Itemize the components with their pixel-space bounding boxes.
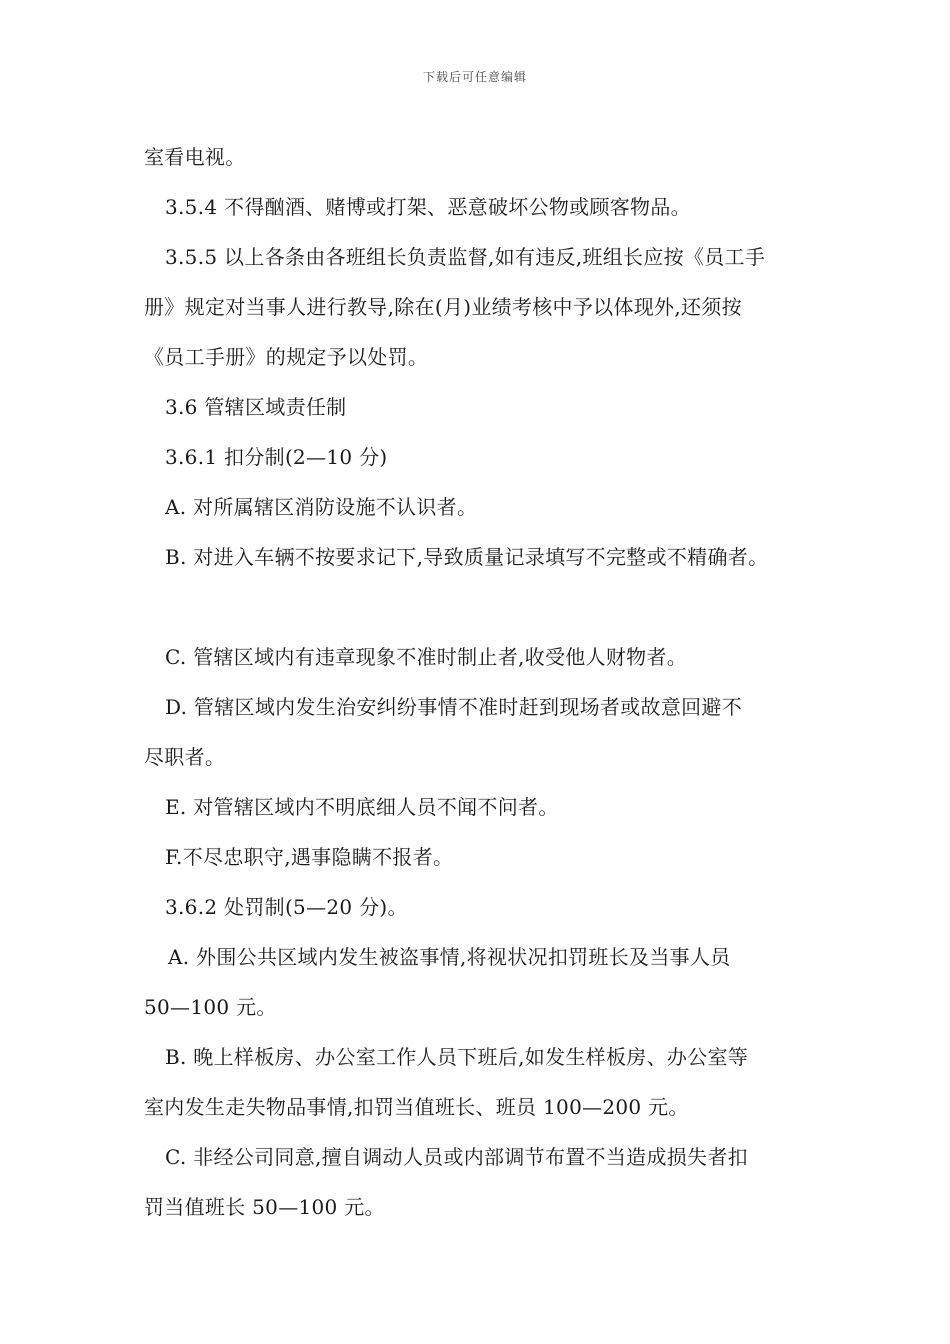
text-line: 《员工手册》的规定予以处罚。 (144, 345, 429, 369)
text-line: 室看电视。 (144, 145, 246, 169)
item-c: C. 管辖区域内有违章现象不准时制止者,收受他人财物者。 (165, 645, 688, 669)
clause-3-5-5: 3.5.5 以上各条由各班组长负责监督,如有违反,班组长应按《员工手 (165, 245, 766, 269)
text-line: 罚当值班长 50—100 元。 (144, 1195, 385, 1219)
item-b: B. 晚上样板房、办公室工作人员下班后,如发生样板房、办公室等 (165, 1045, 749, 1069)
text-line: 室内发生走失物品事情,扣罚当值班长、班员 100—200 元。 (144, 1095, 689, 1119)
text-line: 尽职者。 (144, 745, 226, 769)
section-heading-3-6: 3.6 管辖区域责任制 (165, 395, 347, 419)
item-d: D. 管辖区域内发生治安纠纷事情不准时赶到现场者或故意回避不 (165, 695, 743, 719)
clause-3-5-4: 3.5.4 不得酗酒、赌博或打架、恶意破坏公物或顾客物品。 (165, 195, 691, 219)
item-e: E. 对管辖区域内不明底细人员不闻不问者。 (165, 795, 559, 819)
item-a: A. 外围公共区域内发生被盗事情,将视状况扣罚班长及当事人员 (168, 945, 731, 969)
item-a: A. 对所属辖区消防设施不认识者。 (165, 495, 478, 519)
item-f: F.不尽忠职守,遇事隐瞒不报者。 (165, 845, 454, 869)
text-line: 册》规定对当事人进行教导,除在(月)业绩考核中予以体现外,还须按 (144, 295, 742, 319)
blank-gap (144, 582, 824, 632)
item-b: B. 对进入车辆不按要求记下,导致质量记录填写不完整或不精确者。 (165, 545, 769, 569)
text-line: 50—100 元。 (144, 995, 277, 1019)
clause-3-6-2: 3.6.2 处罚制(5—20 分)。 (165, 895, 408, 919)
document-body (144, 132, 824, 1232)
item-c: C. 非经公司同意,擅自调动人员或内部调节布置不当造成损失者扣 (165, 1145, 748, 1169)
page-header: 下载后可任意编辑 (422, 70, 527, 84)
clause-3-6-1: 3.6.1 扣分制(2—10 分) (165, 445, 388, 469)
